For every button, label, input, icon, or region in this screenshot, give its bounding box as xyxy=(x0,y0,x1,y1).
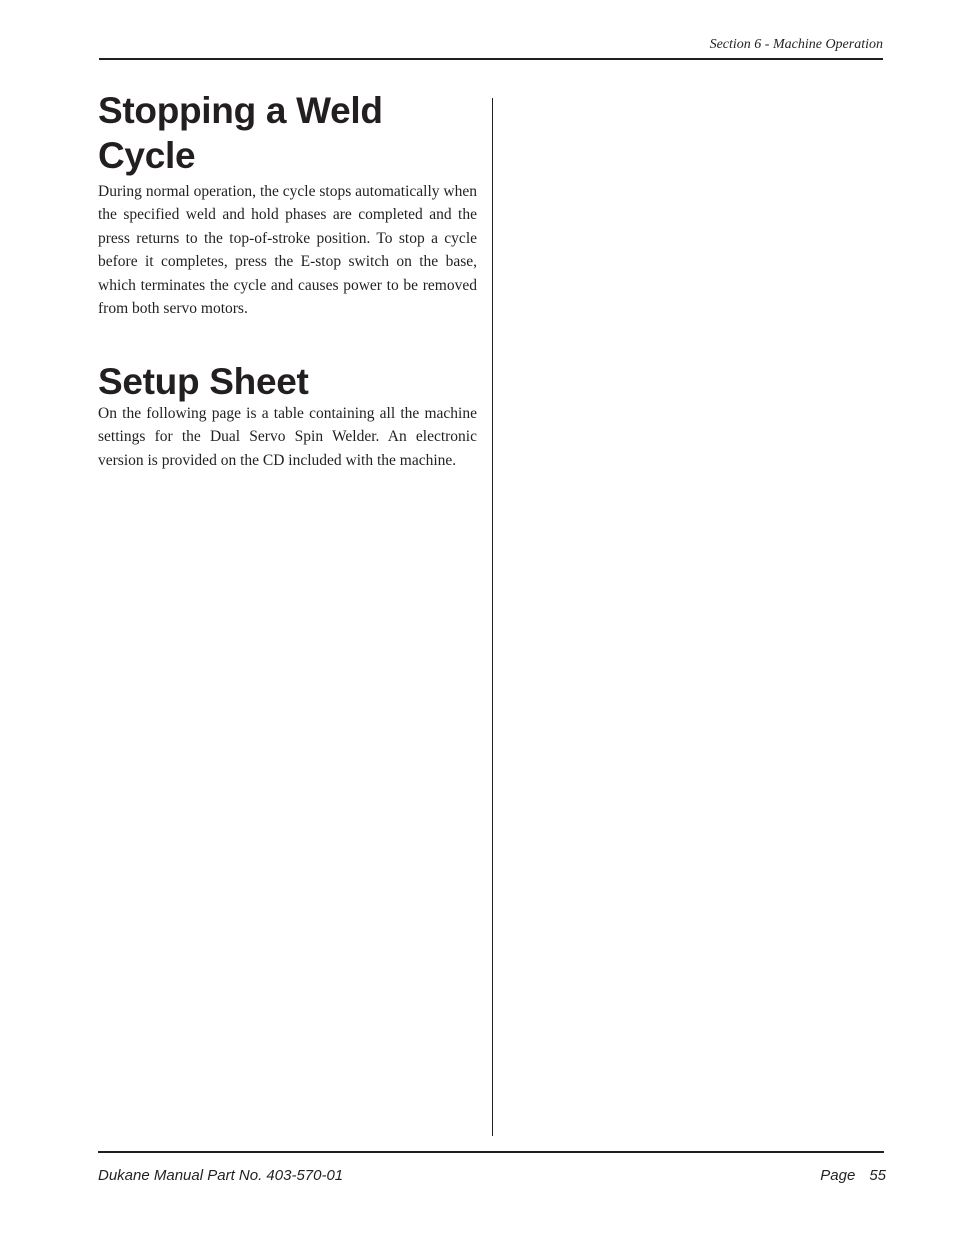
section-body: During normal operation, the cycle stops automatically when the specified weld and hold phases are completed and the press returns to the top-of-stroke position. To stop a cycle before it completes, press the E-stop switch on the base, which terminates the cycle and causes power to be removed from both servo motors. xyxy=(98,183,477,318)
footer-rule xyxy=(98,1151,884,1153)
header-rule xyxy=(99,58,883,60)
section-heading: Stopping a Weld Cycle xyxy=(98,90,383,176)
section-body: On the following page is a table containing all the machine settings for the Dual Servo Spin Welder. An electronic version is provided on the CD included with the machine. xyxy=(98,405,477,469)
page-label: Page xyxy=(820,1167,856,1184)
section-heading: Setup Sheet xyxy=(98,361,309,402)
page-indicator xyxy=(820,1167,886,1184)
manual-part-number: Dukane Manual Part No. 403-570-01 xyxy=(98,1167,344,1184)
section-stopping-weld-cycle xyxy=(98,88,477,320)
running-header: Section 6 - Machine Operation xyxy=(709,37,883,52)
column-divider xyxy=(492,98,493,1136)
section-setup-sheet xyxy=(98,359,477,472)
page-number: 55 xyxy=(869,1167,886,1184)
